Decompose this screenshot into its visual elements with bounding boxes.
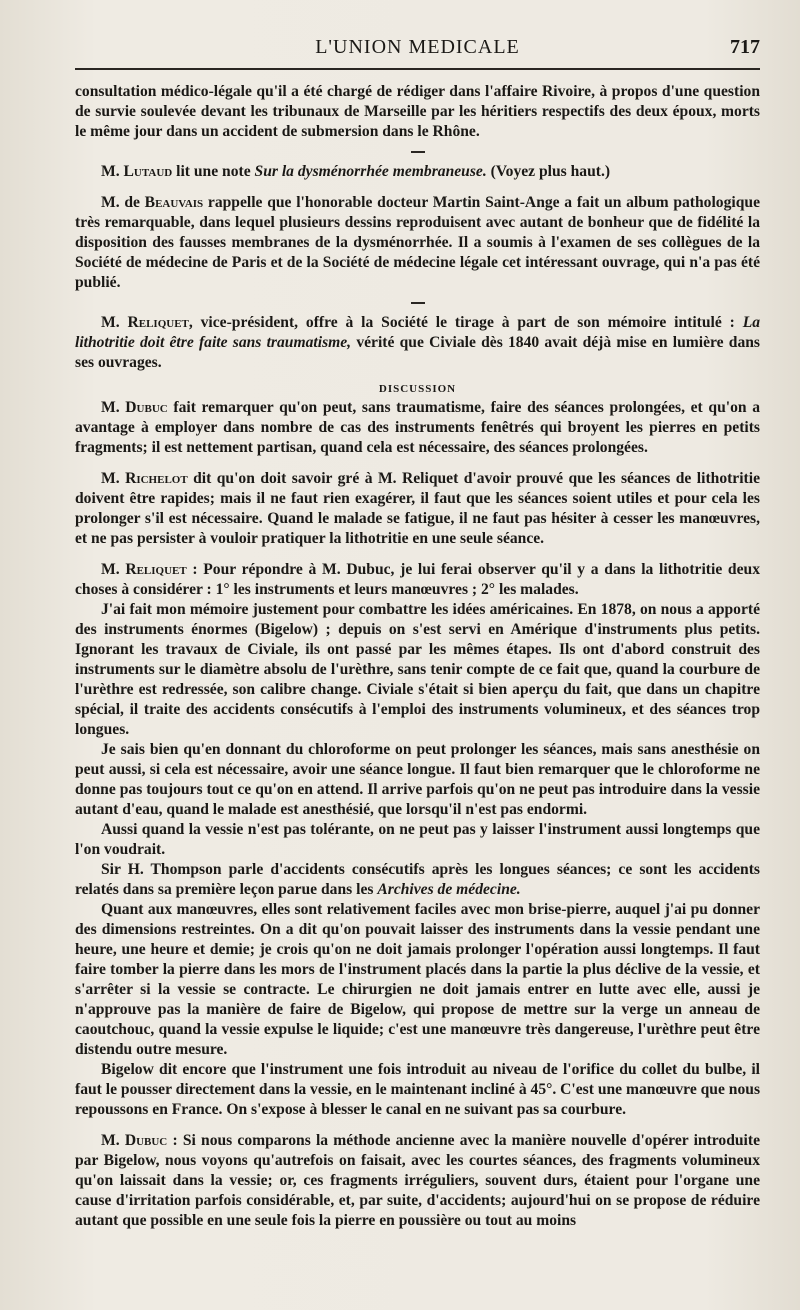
work-title: Archives de médecine.	[377, 881, 521, 898]
paragraph-text: Aussi quand la vessie n'est pas tolérante, on ne peut pas y laisser l'instrument aussi longtemps que l'on voudrait.	[75, 821, 760, 858]
speaker-prefix: M.	[101, 163, 124, 180]
paragraph-text: Bigelow dit encore que l'instrument une fois introduit au niveau de l'orifice du collet du bulbe, il faut le pousser directement dans la vessie, en le maintenant incliné à 45°. C'est une manœuvre que nous repoussons en France. On s'expose à blesser le canal en ne suivant pas sa courbure.	[75, 1061, 761, 1118]
paragraph-bigelow	[75, 1060, 760, 1120]
paragraph-lutaud	[75, 162, 760, 182]
running-title: L'UNION MEDICALE	[315, 36, 520, 58]
paragraph-dubuc-reply	[75, 1131, 760, 1231]
speaker-name: Beauvais	[144, 194, 204, 211]
paragraph-consultation	[75, 82, 760, 142]
paragraph-thompson	[75, 860, 760, 900]
paragraph-text: J'ai fait mon mémoire justement pour combattre les idées américaines. En 1878, on nous a apporté des instruments énormes (Bigelow) ; depuis on s'est servi en Amérique d'instruments plus petits. Ignorant les travaux de Civiale, ils ont passé par les mêmes étapes. Ils ont d'abord construit des instruments sur le diamètre absolu de l'urèthre, sans tenir compte de ce fait que, quand la courbure de l'urèthre est redressée, son calibre change. Civiale s'était si bien aperçu du fait, que dans un chapitre spécial, il traite des accidents consécutifs à l'emploi des instruments volumineux, et des séances trop longues.	[75, 601, 760, 738]
paragraph-text: lit une note	[172, 163, 255, 180]
spacer	[75, 182, 760, 193]
paragraph-memoire	[75, 600, 760, 740]
spacer	[75, 1120, 760, 1131]
page-body	[75, 82, 760, 1231]
paragraph-dubuc	[75, 398, 760, 458]
section-divider	[411, 151, 425, 153]
paragraph-reliquet-offer	[75, 313, 760, 373]
section-divider	[411, 302, 425, 304]
speaker-name: Reliquet	[127, 314, 189, 331]
paragraph-reliquet-reply	[75, 560, 760, 600]
work-title: Sur la dysménorrhée membraneuse.	[254, 163, 487, 180]
paragraph-beauvais	[75, 193, 760, 293]
speaker-name: Richelot	[125, 470, 188, 487]
speaker-prefix: M.	[101, 399, 126, 416]
paragraph-text: (Voyez plus haut.)	[486, 163, 611, 180]
speaker-prefix: M.	[101, 1132, 125, 1149]
paragraph-vessie	[75, 820, 760, 860]
paragraph-text: consultation médico-légale qu'il a été chargé de rédiger dans l'affaire Rivoire, à propos d'une question de survie soulevée devant les tribunaux de Marseille par les héritiers respectifs des deux époux, morts le même jour dans un accident de submersion dans le Rhône.	[75, 83, 760, 140]
paragraph-text: Sir H. Thompson parle d'accidents consécutifs après les longues séances; ce sont les accidents relatés dans sa première leçon parue dans les	[75, 861, 760, 898]
speaker-prefix: M.	[101, 470, 126, 487]
discussion-heading: DISCUSSION	[378, 383, 457, 395]
paragraph-text: Quant aux manœuvres, elles sont relativement faciles avec mon brise-pierre, auquel j'ai pu donner des dimensions restreintes. On a dit qu'on pouvait laisser des instruments dans la vessie pendant une heure, une heure et demie; je crois qu'on ne doit jamais prolonger l'opération aussi longtemps. Il faut faire tomber la pierre dans les mors de l'instrument placés dans la partie la plus déclive de la vessie, et s'arrêter si la vessie se contracte. Le chirurgien ne doit jamais entrer en lutte avec elle, aussi je n'approuve pas la manière de faire de Bigelow, qui propose de mettre sur la verge un anneau de caoutchouc, quand la vessie expulse le liquide; c'est une manœuvre très dangereuse, l'urèthre peut être distendu outre mesure.	[75, 901, 760, 1058]
speaker-prefix: M.	[101, 314, 128, 331]
work-title: La lithotritie doit être faite sans traumatisme,	[75, 314, 761, 351]
paragraph-text: : Pour répondre à M. Dubuc, je lui ferai observer qu'il y a dans la lithotritie deux choses à considérer : 1° les instruments et leurs manœuvres ; 2° les malades.	[75, 561, 760, 598]
speaker-name: Dubuc	[124, 1132, 168, 1149]
page-number: 717	[730, 36, 760, 58]
paragraph-text: fait remarquer qu'on peut, sans traumatisme, faire des séances prolongées, et qu'on a avantage à employer dans nombre de cas des instruments fenêtrés qui broyent les pierres en petits fragments; il est nettement partisan, quand cela est nécessaire, des séances prolongées.	[75, 399, 761, 456]
paragraph-manoeuvres	[75, 900, 760, 1060]
paragraph-text: Je sais bien qu'en donnant du chloroforme on peut prolonger les séances, mais sans anesthésie on peut aussi, si cela est nécessaire, avoir une séance longue. Il faut bien remarquer que le chloroforme ne donne pas toujours tout ce qu'on en attend. Il arrive parfois qu'on ne peut pas introduire dans la vessie autant d'eau, quand le malade est anesthésié, que lorsqu'il n'est pas endormi.	[75, 741, 760, 818]
paragraph-text: : Si nous comparons la méthode ancienne avec la manière nouvelle d'opérer introduite par Bigelow, nous voyons qu'autrefois on faisait, avec les courtes séances, des fragments volumineux qu'on laissait dans la vessie; or, ces fragments irréguliers, souvent durs, étaient pour l'organe une cause d'irritation parfois considérable, et, par suite, d'accidents; aujourd'hui on se propose de réduire autant que possible en une seule fois la pierre en poussière ou tout au moins	[75, 1132, 760, 1229]
spacer	[75, 549, 760, 560]
spacer	[75, 458, 760, 469]
speaker-prefix: M. de	[101, 194, 145, 211]
speaker-prefix: M.	[101, 561, 126, 578]
speaker-name: Dubuc	[125, 399, 168, 416]
speaker-name: Reliquet	[125, 561, 187, 578]
paragraph-text: , vice-président, offre à la Société le tirage à part de son mémoire intitulé :	[188, 314, 743, 331]
paragraph-text: vérité que Civiale dès 1840 avait déjà mise en lumière dans ses ouvrages.	[75, 334, 760, 371]
paragraph-text: dit qu'on doit savoir gré à M. Reliquet d'avoir prouvé que les séances de lithotritie doivent être rapides; mais il ne faut rien exagérer, il faut que les séances soient utiles et pour cela les prolonger s'il est nécessaire. Quand le malade se fatigue, il ne faut pas hésiter à cesser les manœuvres, et ne pas persister à vouloir pratiquer la lithotritie en une seule séance.	[75, 470, 761, 547]
paragraph-chloroforme	[75, 740, 760, 820]
paragraph-text: rappelle que l'honorable docteur Martin Saint-Ange a fait un album pathologique très remarquable, dans lequel plusieurs dessins reproduisent avec autant de bonheur que de fidélité la disposition des fausses membranes de la dysménorrhée. Il a soumis à l'examen de ses collègues de la Société de médecine de Paris et de la Société de médecine légale cet intéressant ouvrage, qui n'a pas été publié.	[75, 194, 760, 291]
paragraph-richelot	[75, 469, 760, 549]
speaker-name: Lutaud	[123, 163, 173, 180]
page-header	[75, 34, 760, 70]
